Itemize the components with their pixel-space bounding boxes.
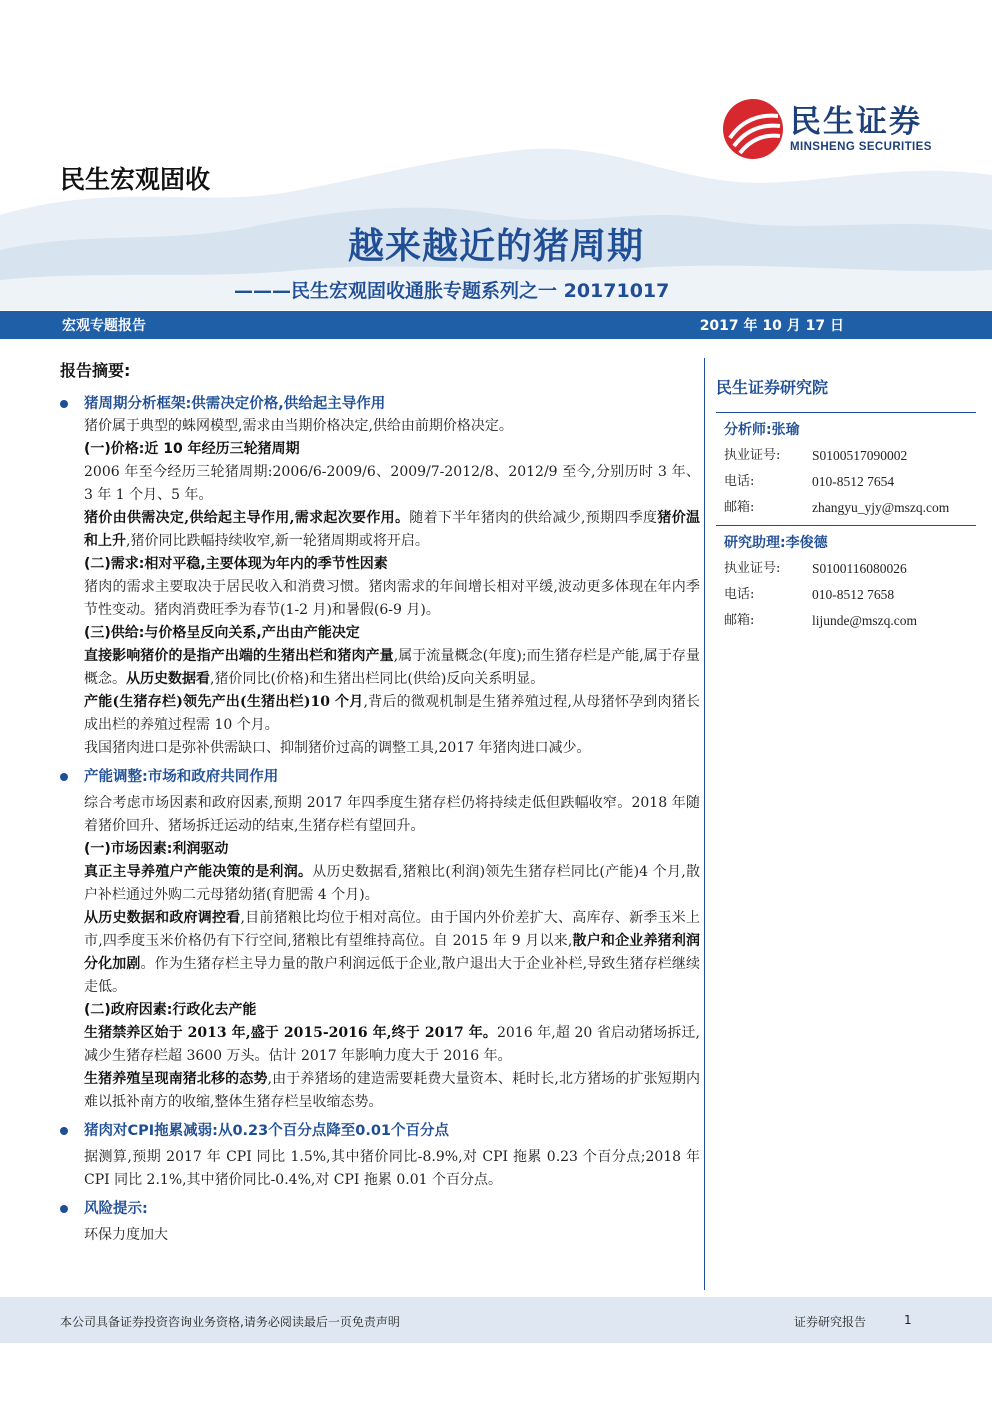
bold-text: 从历史数据和政府调控看 — [84, 910, 241, 926]
paragraph — [60, 645, 700, 691]
analyst-email[interactable]: zhangyu_yjy@mszq.com — [812, 500, 950, 515]
text: ,猪价同比(价格)和生猪出栏同比(供给)反向关系明显。 — [210, 671, 545, 687]
text: ,由于养猪场的建造需要耗费大量资本、耗时长,北方猪场的扩张短期内难以抵补南方的收缩,整体生猪存栏呈收缩态势。 — [84, 1071, 701, 1110]
bold-text: 生猪养殖呈现南猪北移的态势 — [84, 1071, 268, 1087]
bullet-capacity: 产能调整:市场和政府共同作用 — [60, 766, 700, 788]
text: ,目前猪粮比均位于相对高位。由于国内外价差扩大、高库存、新季玉米上市,四季度玉米价格仍有下行空间,猪粮比有望维持高位。自 2015 年 9 月以来, — [84, 910, 701, 949]
report-subtitle: ———民生宏观固收通胀专题系列之一 20171017 — [234, 280, 670, 302]
brand-name: 民生宏观固收 — [60, 165, 211, 194]
assistant-email-row — [716, 608, 976, 634]
paragraph: 2006 年至今经历三轮猪周期:2006/6-2009/6、2009/7-2012/8、2012/9 至今,分别历时 3 年、3 年 1 个月、5 年。 — [84, 464, 700, 503]
report-date: 2017 年 10 月 17 日 — [699, 318, 844, 334]
text: 2016 年,超 20 省启动猪场拆迁,减少生猪存栏超 3600 万头。估计 2017 年影响力度大于 2016 年。 — [84, 1025, 700, 1064]
assistant-phone-row — [716, 582, 976, 608]
text: 从历史数据看,猪粮比(利润)领先生猪存栏同比(产能)4 个月,散户补栏通过外购二元母猪幼猪(育肥需 4 个月)。 — [84, 864, 701, 903]
analyst-email-row — [716, 495, 976, 521]
minsheng-logo — [722, 98, 932, 160]
text: ,猪价同比跌幅持续收窄,新一轮猪周期或将开启。 — [126, 533, 429, 549]
paragraph — [60, 907, 700, 999]
abstract-title: 报告摘要: — [60, 361, 131, 380]
analyst-cert-row — [716, 443, 976, 469]
logo-english-name: MINSHENG SECURITIES — [790, 141, 932, 153]
column-divider — [704, 358, 705, 1290]
text: ,背后的微观机制是生猪养殖过程,从母猪怀孕到肉猪长成出栏的养殖过程需 10 个月。 — [84, 694, 700, 733]
assistant-cert-row — [716, 556, 976, 582]
assistant-email[interactable]: lijunde@mszq.com — [812, 613, 918, 628]
paragraph — [60, 691, 700, 737]
paragraph: 综合考虑市场因素和政府因素,预期 2017 年四季度生猪存栏仍将持续走低但跌幅收窄。2018 年随着猪价回升、猪场拆迁运动的结束,生猪存栏有望回升。 — [84, 795, 700, 834]
page-number: 1 — [904, 1313, 912, 1327]
bullet-framework: 猪周期分析框架:供需决定价格,供给起主导作用 — [60, 393, 700, 415]
bold-text: 散户和企业养猪利润分化加剧 — [84, 933, 701, 972]
page-footer — [0, 1297, 992, 1343]
bullet-cpi: 猪肉对CPI拖累减弱:从0.23个百分点降至0.01个百分点 — [60, 1120, 700, 1142]
bold-text: 生猪禁养区始于 2013 年,盛于 2015-2016 年,终于 2017 年。 — [84, 1025, 497, 1041]
bold-text: 产能(生猪存栏)领先产出(生猪出栏)10 个月 — [84, 694, 364, 710]
bullet-risk: 风险提示: — [60, 1198, 700, 1220]
assistant-phone: 010-8512 7658 — [812, 587, 895, 602]
abstract-section — [60, 358, 700, 1247]
analyst-cert: S0100517090002 — [812, 448, 908, 463]
email-key: 邮箱: — [724, 613, 755, 628]
analyst-phone-row — [716, 469, 976, 495]
text: 。作为生猪存栏主导力量的散户利润远低于企业,散户退出大于企业补栏,导致生猪存栏继续走低。 — [84, 956, 700, 995]
footer-disclaimer: 本公司具备证券投资咨询业务资格,请务必阅读最后一页免责声明 — [60, 1315, 400, 1329]
subheading: (二)政府因素:行政化去产能 — [84, 1002, 257, 1018]
institute-name: 民生证券研究院 — [716, 378, 829, 397]
paragraph: 猪肉的需求主要取决于居民收入和消费习惯。猪肉需求的年间增长相对平缓,波动更多体现在年内季节性变动。猪肉消费旺季为春节(1-2 月)和暑假(6-9 月)。 — [84, 579, 700, 618]
bold-text: 猪价由供需决定,供给起主导作用,需求起次要作用。 — [84, 510, 410, 526]
analyst-heading: 分析师:张瑜 — [716, 412, 976, 443]
phone-key: 电话: — [724, 587, 755, 602]
paragraph: 据测算,预期 2017 年 CPI 同比 1.5%,其中猪价同比-8.9%,对 CPI 拖累 0.23 个百分点;2018 年 CPI 同比 2.1%,其中猪价同比-0.4%,对 CPI 拖累 0.01 个百分点。 — [84, 1149, 700, 1188]
assistant-heading: 研究助理:李俊德 — [716, 525, 976, 556]
cert-key: 执业证号: — [724, 561, 781, 576]
analyst-sidebar — [716, 375, 976, 634]
footer-doc-type: 证券研究报告 — [794, 1315, 867, 1329]
logo-swoosh-icon — [722, 98, 784, 160]
paragraph — [60, 1068, 700, 1114]
analyst-phone: 010-8512 7654 — [812, 474, 895, 489]
subheading: (一)价格:近 10 年经历三轮猪周期 — [84, 441, 300, 457]
text: ,属于流量概念(年度);而生猪存栏是产能,属于存量概念。 — [84, 648, 700, 687]
paragraph: 我国猪肉进口是弥补供需缺口、抑制猪价过高的调整工具,2017 年猪肉进口减少。 — [84, 740, 591, 756]
email-key: 邮箱: — [724, 500, 755, 515]
bold-text: 真正主导养殖户产能决策的是利润。 — [84, 864, 313, 880]
bold-text: 直接影响猪价的是指产出端的生猪出栏和猪肉产量 — [84, 648, 394, 664]
logo-chinese-name: 民生证券 — [790, 104, 922, 140]
paragraph — [60, 507, 700, 553]
subheading: (一)市场因素:利润驱动 — [84, 841, 229, 857]
report-header — [0, 0, 992, 345]
bold-text: 从历史数据看 — [126, 671, 210, 687]
cert-key: 执业证号: — [724, 448, 781, 463]
paragraph — [60, 861, 700, 907]
subheading: (三)供给:与价格呈反向关系,产出由产能决定 — [84, 625, 360, 641]
text: 随着下半年猪肉的供给减少,预期四季度 — [409, 510, 658, 526]
report-type: 宏观专题报告 — [62, 318, 146, 334]
paragraph: 环保力度加大 — [84, 1227, 168, 1243]
assistant-cert: S0100116080026 — [812, 561, 907, 576]
phone-key: 电话: — [724, 474, 755, 489]
subheading: (二)需求:相对平稳,主要体现为年内的季节性因素 — [84, 556, 388, 572]
report-title: 越来越近的猪周期 — [347, 226, 644, 267]
report-type-bar — [0, 311, 992, 339]
paragraph: 猪价属于典型的蛛网模型,需求由当期价格决定,供给由前期价格决定。 — [84, 418, 513, 434]
bold-text: 猪价温和上升 — [84, 510, 701, 549]
paragraph — [60, 1022, 700, 1068]
